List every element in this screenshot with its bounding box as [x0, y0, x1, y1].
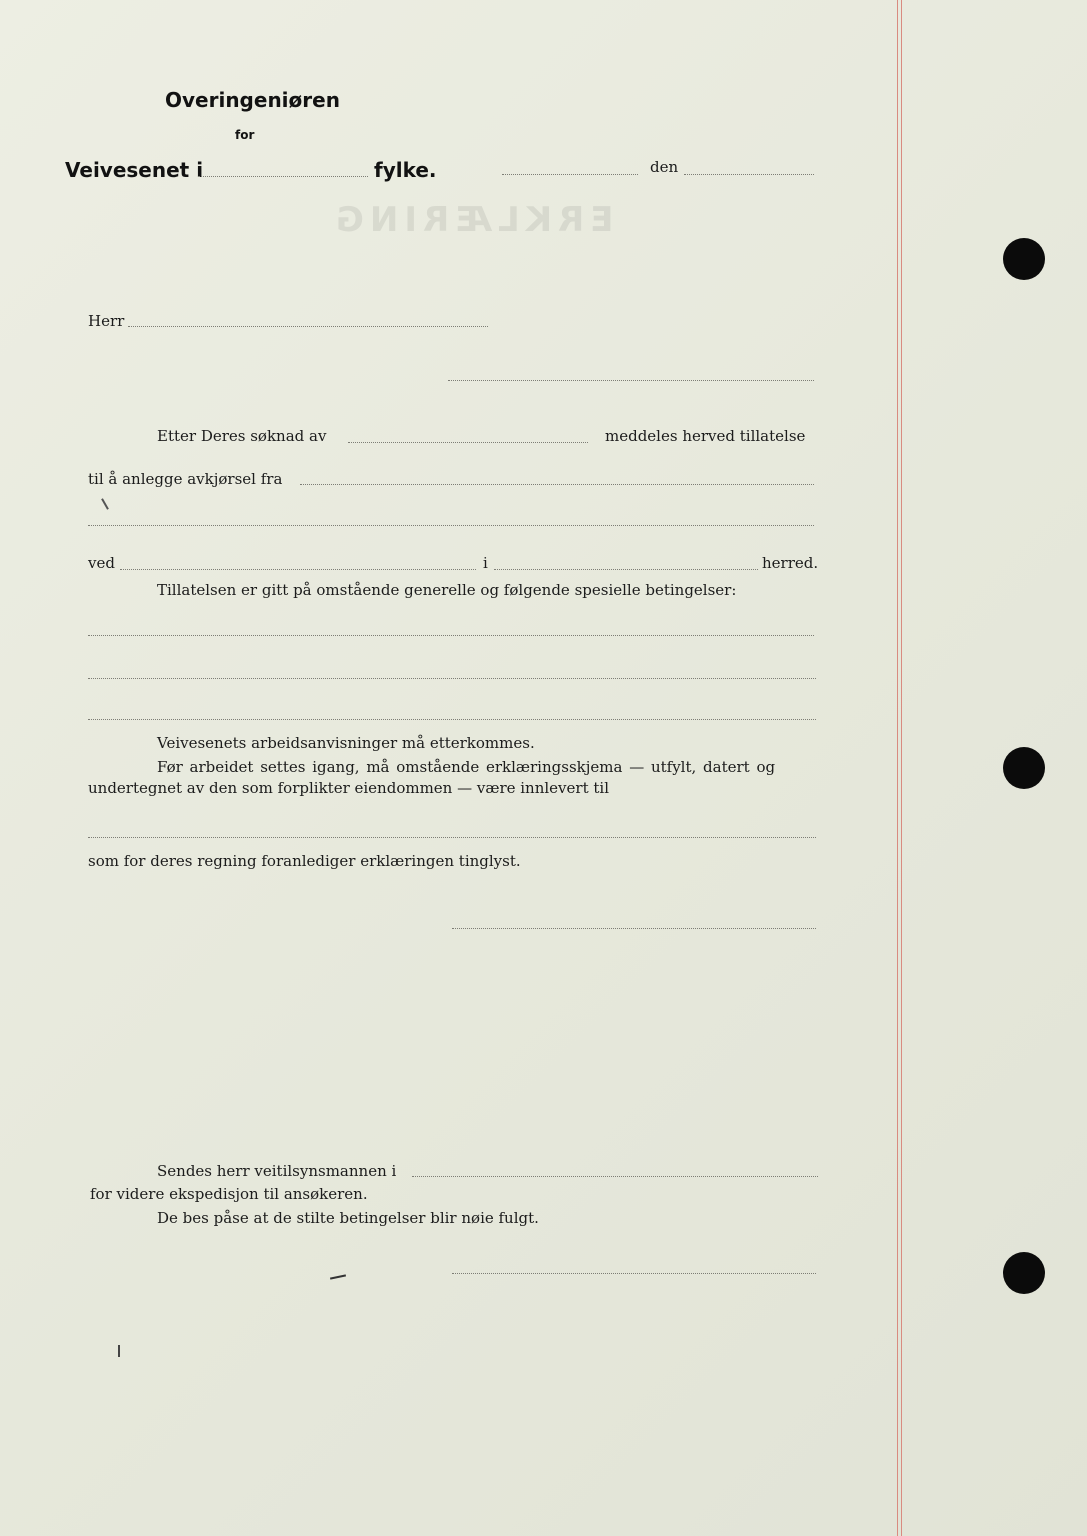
ved-label: ved	[88, 554, 115, 572]
inspector-district-field[interactable]	[412, 1176, 818, 1177]
authority-heading: Overingeniøren	[165, 88, 340, 112]
address-field[interactable]	[448, 380, 814, 381]
forwarding-text: Sendes herr veitilsynsmannen i	[157, 1162, 397, 1180]
access-text: til å anlegge avkjørsel fra	[88, 470, 283, 488]
county-prefix: Veivesenet i	[65, 158, 204, 182]
conditions-text: Tillatelsen er gitt på omstående generelle og følgende spesielle betingelser:	[157, 581, 737, 599]
forwarding-text-2: for videre ekspedisjon til ansøkeren.	[90, 1185, 368, 1203]
punch-hole	[1003, 1252, 1045, 1294]
addressee-field[interactable]	[128, 326, 488, 327]
instruction-line-2: Før arbeidet settes igang, må omstående erklæringsskjema — utfylt, datert og	[157, 758, 776, 776]
county-suffix: fylke.	[374, 158, 437, 182]
for-label: for	[235, 128, 255, 142]
compliance-text: De bes påse at de stilte betingelser blir nøie fulgt.	[157, 1209, 539, 1227]
punch-hole	[1003, 747, 1045, 789]
margin-rule	[897, 0, 898, 1536]
date-field[interactable]	[684, 174, 814, 175]
salutation: Herr	[88, 312, 125, 330]
instruction-line-4: som for deres regning foranlediger erklæringen tinglyst.	[88, 852, 521, 870]
permission-text: meddeles herved tillatelse	[605, 427, 806, 445]
condition-field-3[interactable]	[88, 719, 816, 720]
condition-field-2[interactable]	[88, 678, 816, 679]
county-field[interactable]	[198, 176, 368, 177]
instruction-line-3: undertegnet av den som forplikter eiendommen — være innlevert til	[88, 779, 609, 797]
application-text: Etter Deres søknad av	[157, 427, 327, 445]
condition-field-1[interactable]	[88, 635, 814, 636]
municipality-field[interactable]	[494, 569, 758, 570]
punch-hole	[1003, 238, 1045, 280]
application-date-field[interactable]	[348, 442, 588, 443]
access-from-field-2[interactable]	[88, 525, 814, 526]
signature-field-1[interactable]	[452, 928, 816, 929]
place-field[interactable]	[502, 174, 638, 175]
location-field[interactable]	[120, 569, 476, 570]
i-label: i	[483, 554, 488, 572]
bleed-through-heading: ERKLÆRING	[330, 200, 614, 240]
margin-rule	[901, 0, 902, 1536]
date-label: den	[650, 158, 679, 176]
herred-label: herred.	[762, 554, 819, 572]
access-from-field[interactable]	[300, 484, 814, 485]
instruction-line-1: Veivesenets arbeidsanvisninger må etterkommes.	[157, 734, 535, 752]
signature-field-2[interactable]	[452, 1273, 816, 1274]
ink-mark	[118, 1345, 120, 1357]
submit-to-field[interactable]	[88, 837, 816, 838]
